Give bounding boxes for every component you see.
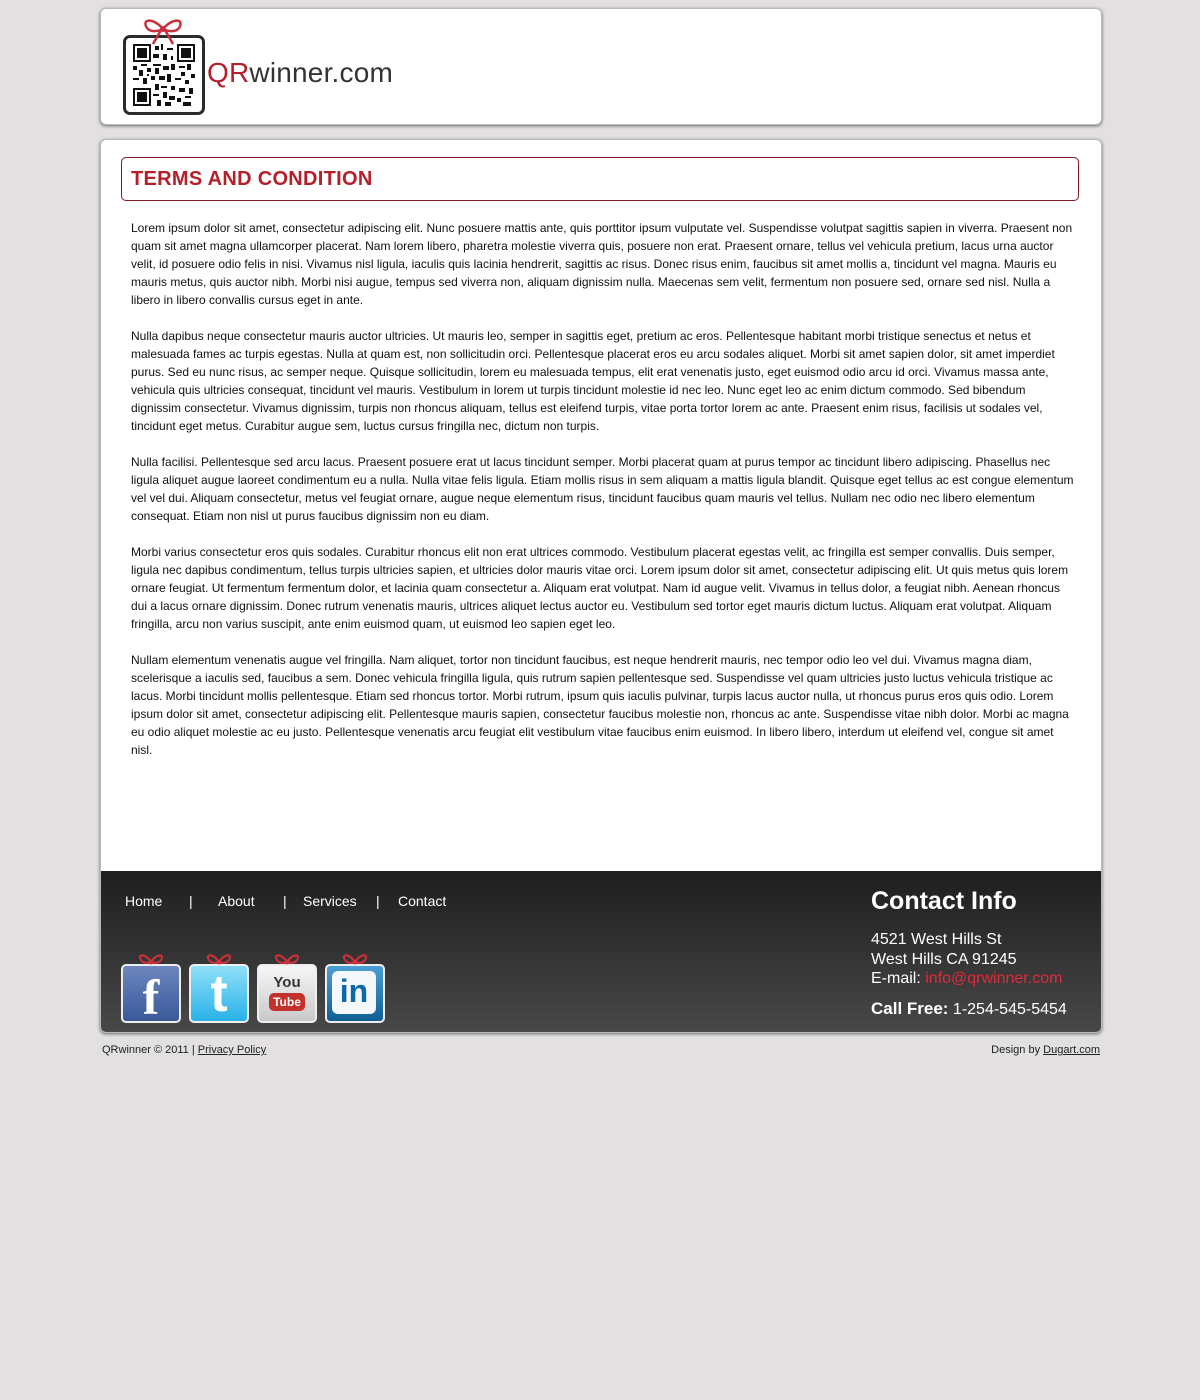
page-title: TERMS AND CONDITION — [131, 168, 373, 190]
linkedin-glyph: in — [339, 973, 369, 1009]
contact-address-2: West Hills CA 91245 — [871, 950, 1017, 968]
qr-code-icon — [133, 44, 195, 106]
nav-separator: | — [376, 893, 380, 909]
contact-title: Contact Info — [871, 887, 1017, 915]
linkedin-icon[interactable] — [325, 951, 385, 1023]
nav-separator: | — [283, 893, 287, 909]
gift-bow-icon — [340, 951, 370, 971]
nav-contact[interactable]: Contact — [398, 893, 447, 909]
logo-rest: winner.com — [249, 57, 394, 88]
facebook-icon[interactable] — [121, 951, 181, 1023]
call-free-label: Call Free: — [871, 998, 949, 1018]
nav-home[interactable]: Home — [125, 893, 163, 909]
header-panel — [100, 8, 1102, 125]
email-link[interactable]: info@qrwinner.com — [925, 970, 1063, 987]
email-label: E-mail: — [871, 970, 926, 987]
footer — [101, 871, 1101, 1032]
facebook-frame — [121, 964, 181, 1023]
nav-separator: | — [189, 893, 193, 909]
phone-number: 1-254-545-5454 — [948, 1000, 1067, 1018]
terms-paragraph: Morbi varius consectetur eros quis sodales. Curabitur rhoncus elit non erat ultrices commodo. Vestibulum placerat egestas velit, ac fringilla est semper convallis. Duis semper, ligula nec dapibus condimentum, tellus turpis ultricies sapien, et ultricies dolor mauris vitae orci. Lorem ipsum dolor sit amet, consectetur adipiscing elit. Ut quis metus quis lorem ornare feugiat. Ut fermentum fermentum dolor, et lacinia quam consectetur a. Aliquam erat volutpat. Nam id augue velit. Vivamus in tellus dolor, a feugiat nibh. Aenean rhoncus dui a lacus ornare dignissim. Donec rutrum venenatis mauris, ultrices aliquet lectus auctor eu. Vestibulum sed tortor eget mauris dictum luctus. Aliquam erat volutpat. Aliquam fringilla, arcu non varius suscipit, ante enim euismod quam, ut euismod leo sapien eget leo. — [131, 545, 1069, 631]
terms-paragraph: Nulla dapibus neque consectetur mauris auctor ultricies. Ut mauris leo, semper in sagittis eget, pretium ac eros. Pellentesque habitant morbi tristique senectus et netus et malesuada fames ac turpis egestas. Nulla at quam est, non sollicitudin orci. Pellentesque placerat eros eu arcu sodales aliquet. Morbi sit amet sapien dolor, sit amet imperdiet purus. Sed eu nunc risus, ac semper neque. Quisque sollicitudin, lorem eu malesuada tempus, elit erat venenatis justo, eget euismod odio arcu id orci. Vivamus massa ante, vehicula quis ultricies consequat, tincidunt vel mauris. Vestibulum in lorem ut turpis tincidunt molestie id nec leo. Nunc eget leo ac enim dictum commodo. Sed bibendum dignissim consectetur. Vivamus dignissim, turpis non rhoncus aliquam, tellus est eleifend turpis, vitae porta tortor lorem ac ante. Praesent enim risus, facilisis ut sodales vel, tincidunt eget metus. Curabitur augue sem, luctus cursus fringilla nec, dictum non turpis. — [131, 329, 1055, 433]
twitter-icon[interactable] — [189, 951, 249, 1023]
youtube-you: You — [273, 974, 301, 991]
logo-wordmark — [207, 57, 393, 89]
copyright-text: QRwinner © 2011 | — [102, 1044, 198, 1056]
youtube-frame — [257, 964, 317, 1023]
linkedin-tile — [332, 971, 376, 1014]
twitter-glyph: t — [210, 965, 228, 1023]
copyright — [102, 1044, 266, 1056]
terms-paragraph: Nulla facilisi. Pellentesque sed arcu lacus. Praesent posuere erat ut lacus tincidunt semper. Morbi placerat quam at purus tempor ac tincidunt libero adipiscing. Phasellus nec ligula aliquet augue laoreet condimentum eu a nulla. Nulla vitae felis ligula. Etiam mollis risus in sem aliquam a mattis ligula blandit. Quisque eget tellus ac est congue elementum vel vel dui. Aliquam consectetur, metus vel feugiat ornare, augue neque elementum risus, tincidunt faucibus quam mauris vel tellus. Nullam nec odio nec libero elementum consequat. Etiam non nisl ut purus faucibus dignissim non eu diam. — [131, 455, 1074, 523]
gift-bow-icon — [204, 951, 234, 971]
main-panel — [100, 139, 1102, 1033]
qr-gift-box — [123, 35, 205, 115]
nav-about[interactable]: About — [218, 893, 255, 909]
design-by-text: Design by — [991, 1044, 1044, 1056]
facebook-glyph: f — [142, 969, 160, 1023]
title-box — [121, 157, 1079, 201]
privacy-policy-link[interactable]: Privacy Policy — [197, 1044, 267, 1056]
gift-bow-icon — [139, 15, 187, 45]
youtube-tube: Tube — [273, 995, 301, 1009]
contact-phone-line — [871, 999, 1067, 1019]
contact-info — [871, 887, 1067, 1019]
terms-paragraph: Lorem ipsum dolor sit amet, consectetur adipiscing elit. Nunc posuere mattis ante, quis porttitor ipsum vulputate vel. Suspendisse volutpat sagittis sapien in viverra. Praesent non quam sit amet magna ullamcorper placerat. Nam lorem libero, pharetra molestie viverra quis, posuere non erat. Praesent ornare, tellus vel vehicula pretium, lacus urna auctor velit, id posuere odio felis in nisi. Vivamus nisl ligula, iaculis quis lacinia hendrerit, sagittis ac risus. Donec risus enim, faucibus sit amet mollis a, tincidunt vel magna. Mauris eu mauris metus, quis auctor nibh. Morbi nisi augue, tempus sed viverra non, aliquam dignissim nulla. Maecenas sem velit, fermentum non posuere sed, ornare sed nisl. Nulla a libero in libero convallis cursus eget in ante. — [131, 221, 1073, 307]
gift-bow-icon — [272, 951, 302, 971]
contact-address-1: 4521 West Hills St — [871, 931, 1002, 948]
terms-content — [131, 219, 1076, 777]
twitter-frame — [189, 964, 249, 1023]
youtube-tube-badge — [269, 993, 305, 1011]
site-logo[interactable] — [121, 15, 441, 119]
contact-email-line — [871, 969, 1067, 989]
terms-paragraph: Nullam elementum venenatis augue vel fringilla. Nam aliquet, tortor non tincidunt faucibus, est neque hendrerit mauris, nec tempor odio leo vel dui. Vivamus magna diam, scelerisque a iaculis sed, faucibus a sem. Donec vehicula fringilla ligula, quis rutrum sapien pellentesque sed. Suspendisse vel quam ultricies justo luctus vehicula tristique ac lacus. Morbi tincidunt mollis pellentesque. Etiam sed rhoncus tortor. Morbi rutrum, ipsum quis iaculis pulvinar, turpis lacus auctor nulla, ut rhoncus purus eros quis odio. Lorem ipsum dolor sit amet, consectetur adipiscing elit. Pellentesque mauris sapien, consectetur faucibus molestie non, rhoncus ac ante. Suspendisse vitae nibh dolor. Morbi ac magna eu odio aliquet molestie ac eu justo. Pellentesque venenatis arcu feugiat elit vestibulum vitae faucibus enim euismod. In libero libero, interdum ut eleifend vel, congue sit amet nisl. — [131, 653, 1069, 757]
linkedin-frame — [325, 964, 385, 1023]
youtube-icon[interactable] — [257, 951, 317, 1023]
designer-link[interactable]: Dugart.com — [1043, 1044, 1100, 1056]
nav-services[interactable]: Services — [303, 893, 357, 909]
design-credit — [991, 1044, 1100, 1056]
gift-bow-icon — [136, 951, 166, 971]
logo-qr: QR — [207, 57, 250, 88]
